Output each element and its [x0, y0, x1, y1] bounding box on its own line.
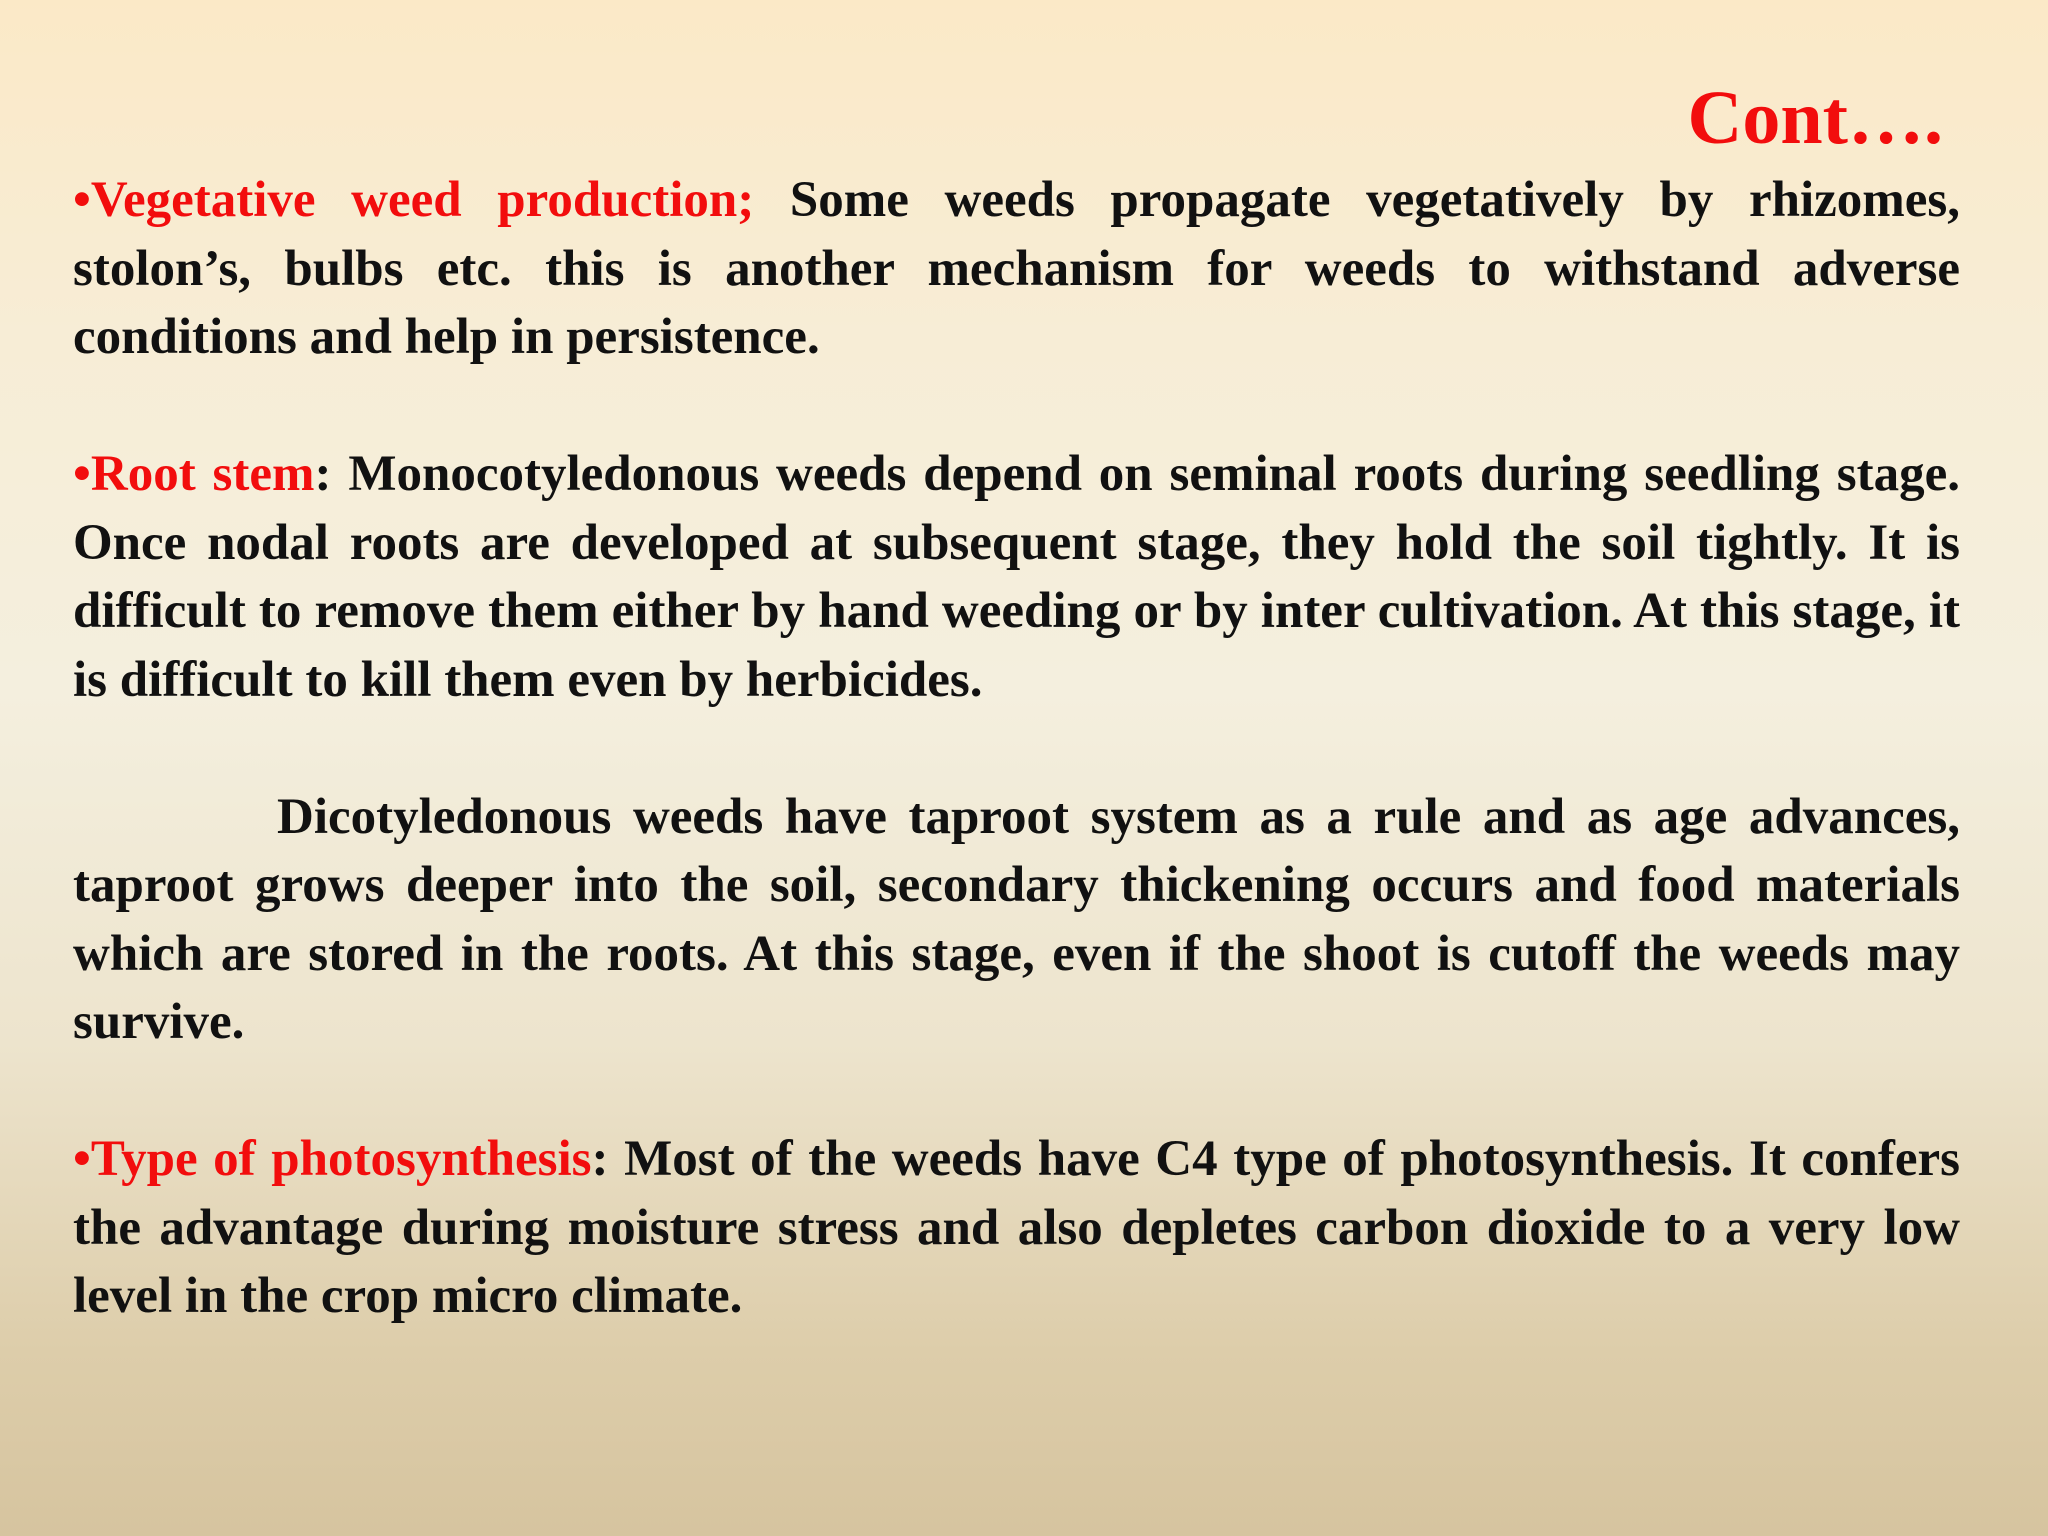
slide-body: [73, 166, 1960, 1331]
slide-title: Cont….: [1687, 76, 1943, 160]
bullet-marker: •: [73, 446, 91, 502]
term-type-of-photosynthesis: Type of photosynthesis: [90, 1131, 592, 1187]
paragraph-root-stem: [73, 440, 1960, 714]
paragraph-text: Monocotyledonous weeds depend on seminal roots during seedling stage. Once nodal roots are developed at subsequent stage, they hold the soil tightly. It is difficult to remove them either by hand weeding or by inter cultivation. At this stage, it is difficult to kill them even by herbicides.: [73, 446, 1960, 708]
paragraph-dicotyledonous-weeds: [73, 783, 1960, 1057]
term-vegetative-weed-production: Vegetative weed production;: [90, 172, 755, 228]
paragraph-text: Dicotyledonous weeds have taproot system as a rule and as age advances, taproot grows deeper into the soil, secondary thickening occurs and food materials which are stored in the roots. At this stage, even if the shoot is cutoff the weeds may survive.: [73, 788, 1960, 1050]
paragraph-type-of-photosynthesis: [73, 1125, 1960, 1331]
term-separator: :: [314, 446, 332, 502]
bullet-marker: •: [73, 1131, 91, 1187]
paragraph-text: Some weeds propagate vegetatively by rhizomes, stolon’s, bulbs etc. this is another mechanism for weeds to withstand adverse conditions and help in persistence.: [73, 172, 1960, 365]
paragraph-vegetative-weed-production: [73, 166, 1960, 372]
bullet-marker: •: [73, 172, 91, 228]
term-root-stem: Root stem: [90, 446, 315, 502]
term-separator: :: [591, 1131, 609, 1187]
paragraph-text: Most of the weeds have C4 type of photosynthesis. It confers the advantage during moisture stress and also depletes carbon dioxide to a very low level in the crop micro climate.: [73, 1131, 1961, 1324]
